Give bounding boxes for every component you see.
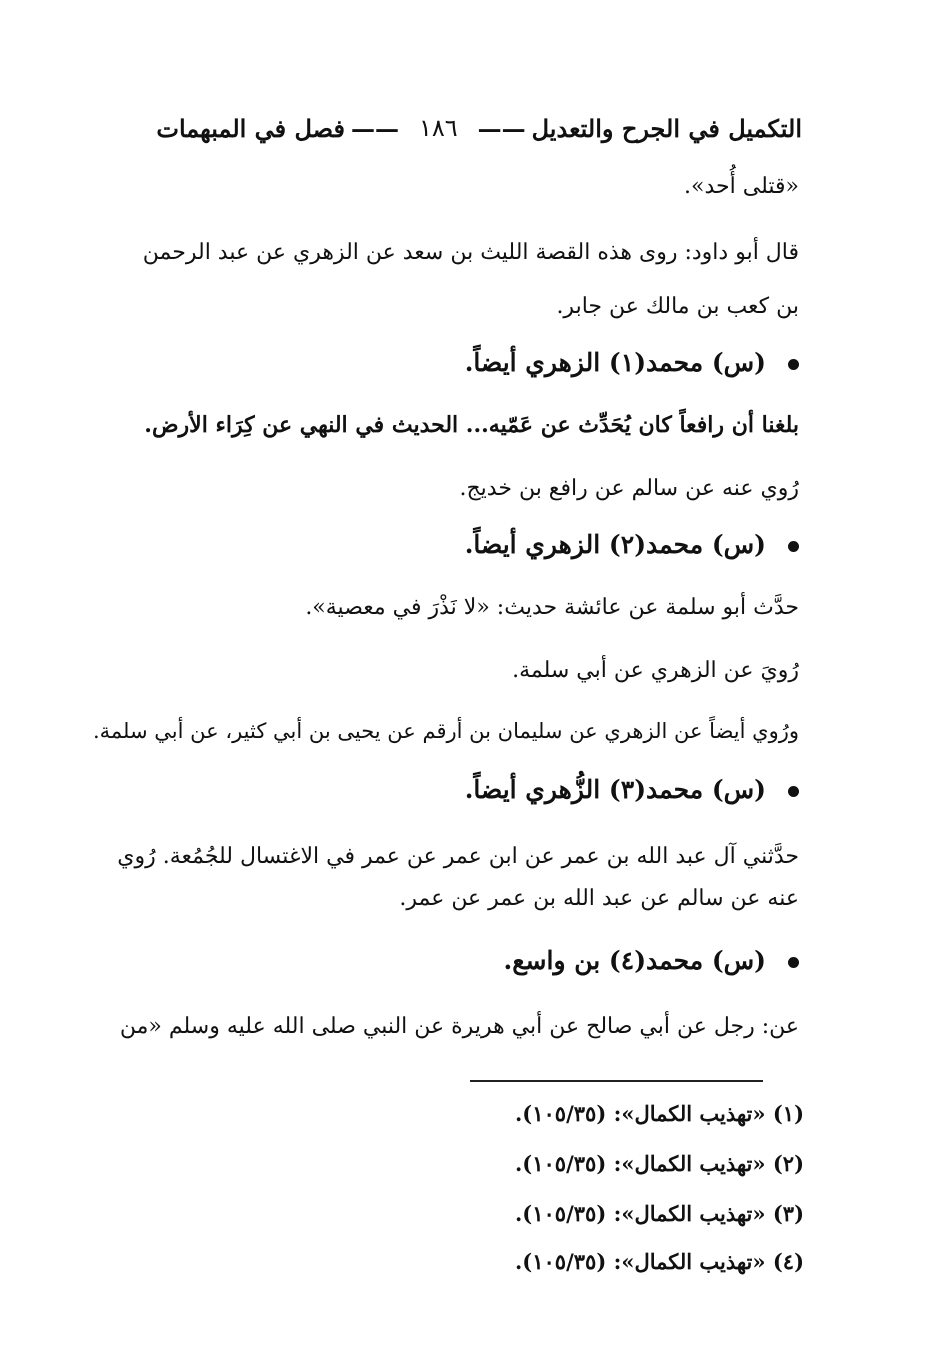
footnote-1: (١) «تهذيب الكمال»: (١٠٥/٣٥). [515,1101,804,1126]
entry-heading-3-text: (س) محمد(٣) الزُّهري أيضاً. [464,775,766,804]
text-line-9: رُويَ عن الزهري عن أبي سلمة. [512,658,799,683]
footnote-4: (٤) «تهذيب الكمال»: (١٠٥/٣٥). [515,1249,804,1274]
entry-heading-2-text: (س) محمد(٢) الزهري أيضاً. [464,530,766,559]
entry-heading-1-text: (س) محمد(١) الزهري أيضاً. [464,348,766,377]
entry-heading-4 [300,943,799,979]
entry-heading-4-text: (س) محمد(٤) بن واسع. [503,946,766,975]
header-book-title: التكميل في الجرح والتعديل [531,113,802,143]
bullet-icon [788,359,799,370]
footnote-3: (٣) «تهذيب الكمال»: (١٠٥/٣٥). [515,1201,804,1226]
text-line-8: حدَّث أبو سلمة عن عائشة حديث: «لا نَذْرَ في معصية». [305,595,799,620]
entry-heading-1 [300,345,799,381]
entry-heading-3 [300,772,799,808]
bullet-icon [788,541,799,552]
footnote-2: (٢) «تهذيب الكمال»: (١٠٥/٣٥). [515,1151,804,1176]
text-line-10: ورُوي أيضاً عن الزهري عن سليمان بن أرقم عن يحيى بن أبي كثير، عن أبي سلمة. [92,719,799,743]
text-line-2: قال أبو داود: روى هذه القصة الليث بن سعد عن الزهري عن عبد الرحمن [142,240,799,265]
entry-heading-2 [300,527,799,563]
text-line-6: رُوي عنه عن سالم عن رافع بن خديج. [459,476,799,501]
text-line-5: بلغنا أن رافعاً كان يُحَدِّث عن عَمّيه... الحديث في النهي عن كِرَاء الأرض. [144,412,799,438]
bullet-icon [788,786,799,797]
text-line-1: «قتلى أُحد». [684,174,799,199]
bullet-icon [788,957,799,968]
header-page-number: ١٨٦ [418,114,458,142]
footnote-separator [470,1080,763,1082]
header-section-title: فصل في المبهمات [156,113,345,143]
running-header [156,108,802,148]
header-dash-right: —— [477,113,526,143]
header-dash-left: —— [350,113,399,143]
text-line-3: بن كعب بن مالك عن جابر. [556,294,799,319]
text-line-15: عن: رجل عن أبي صالح عن أبي هريرة عن النبي صلى الله عليه وسلم «من [119,1014,799,1039]
text-line-13: عنه عن سالم عن عبد الله بن عمر عن عمر. [399,886,799,911]
text-line-12: حدَّثني آل عبد الله بن عمر عن ابن عمر عن عمر في الاغتسال للجُمُعة. رُوي [117,844,799,869]
